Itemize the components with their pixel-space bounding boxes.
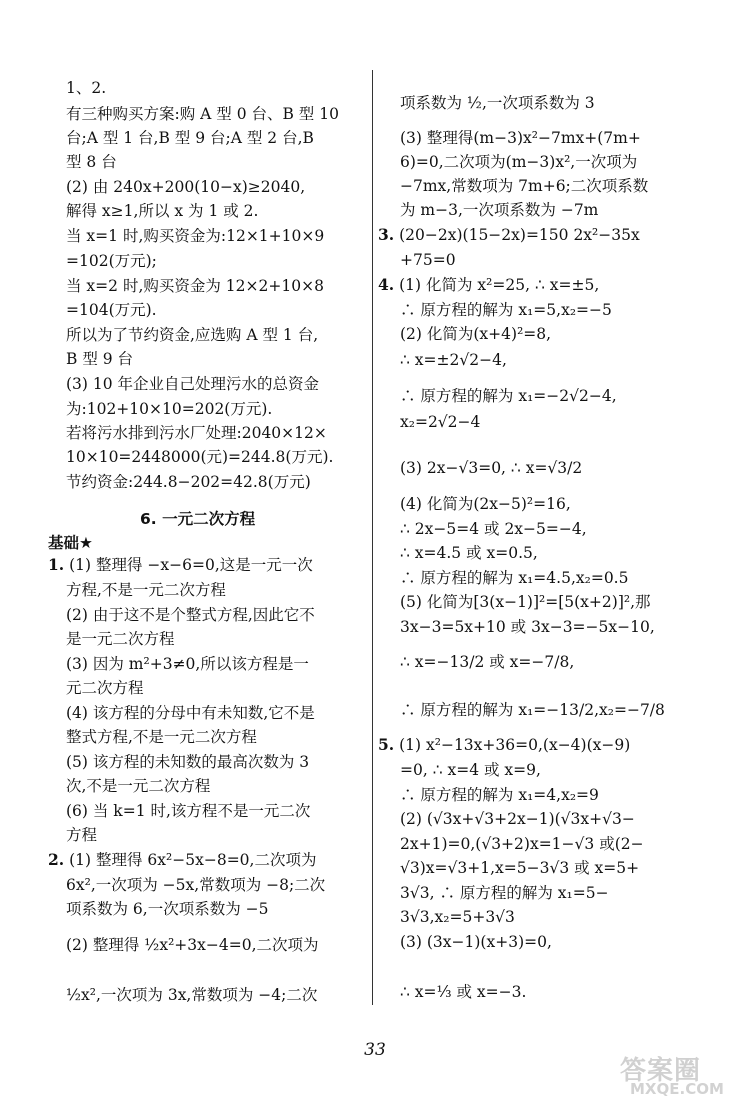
text-line [66,78,106,98]
line-text: (1) 化简为 x²=25, ∴ x=±5, [399,276,600,294]
line-text: 项系数为 ½,一次项系数为 3 [400,94,595,112]
watermark [620,1050,738,1100]
line-text: ∴ 原方程的解为 x₁=−13/2,x₂=−7/8 [400,701,665,719]
line-text: (3) 因为 m²+3≠0,所以该方程是一 [66,655,309,673]
line-text: +75=0 [400,251,456,269]
line-text: √3)x=√3+1,x=5−3√3 或 x=5+ [400,859,640,877]
text-line [400,176,648,196]
text-line [400,300,612,320]
column-divider [372,70,373,1005]
text-line [66,727,257,747]
text-line [66,251,157,271]
line-text: (5) 该方程的未知数的最高次数为 3 [66,753,310,771]
line-text: 3√3,x₂=5+3√3 [400,908,515,926]
line-text: ∴ 原方程的解为 x₁=5,x₂=−5 [400,301,612,319]
text-line [66,399,272,419]
text-line [400,809,635,829]
text-line [66,825,97,845]
line-text: 元二次方程 [66,679,144,697]
line-text: (3) (3x−1)(x+3)=0, [400,933,552,951]
line-text: 项系数为 6,一次项系数为 −5 [66,900,269,918]
text-line [48,850,316,870]
text-line [400,700,665,720]
line-text: 1、2. [66,79,107,97]
line-text: 节约资金:244.8−202=42.8(万元) [66,473,311,491]
line-text: (3) 10 年企业自己处理污水的总资金 [66,375,320,393]
line-text: 次,不是一元二次方程 [66,777,211,795]
text-line [400,858,639,878]
text-line [66,801,310,821]
line-text: ∴ x=4.5 或 x=0.5, [400,544,538,562]
text-line [66,276,324,296]
text-line [66,128,314,148]
text-line [400,519,587,539]
text-line [400,760,541,780]
line-text: (5) 化简为[3(x−1)]²=[5(x+2)]²,那 [400,593,651,611]
text-line [400,932,552,952]
text-line [66,349,133,369]
line-text: (2) (√3x+√3+2x−1)(√3x+√3− [400,810,635,828]
line-text: (1) x²−13x+36=0,(x−4)(x−9) [399,736,631,754]
line-text: 若将污水排到污水厂处理:2040×12× [66,424,327,442]
line-text: 有三种购买方案:购 A 型 0 台、B 型 10 [66,105,339,123]
line-text: 6x²,一次项为 −5x,常数项为 −8;二次 [66,876,326,894]
line-text: ∴ 原方程的解为 x₁=−2√2−4, [400,387,617,405]
line-text: ∴ x=−13/2 或 x=−7/8, [400,653,575,671]
line-text: 6)=0,二次项为(m−3)x²,一次项为 [400,153,638,171]
text-line [66,177,305,197]
text-line [400,412,480,432]
line-text: 是一元二次方程 [66,630,175,648]
watermark-url: MXQE.COM [630,1080,724,1098]
text-line [66,703,315,723]
text-line [66,605,315,625]
line-text: 方程,不是一元二次方程 [66,581,226,599]
question-number: 3. [378,225,395,244]
text-line [66,472,311,492]
text-line [66,580,226,600]
line-text: 方程 [66,826,98,844]
line-text: (2) 由 240x+200(10−x)≥2040, [66,178,306,196]
line-text: =102(万元); [66,252,157,270]
basic-label: 基础★ [48,534,93,552]
line-text: 整式方程,不是一元二次方程 [66,728,257,746]
text-line [66,629,175,649]
text-line [400,568,628,588]
text-line [66,201,258,221]
line-text: ∴ 2x−5=4 或 2x−5=−4, [400,520,587,538]
text-line [66,104,339,124]
text-line [400,907,515,927]
line-text: 2x+1)=0,(√3+2)x=1−√3 或(2− [400,835,644,853]
line-text: 型 8 台 [66,153,117,171]
line-text: 当 x=1 时,购买资金为:12×1+10×9 [66,227,325,245]
text-line [66,423,327,443]
text-line [66,875,325,895]
line-text: 3√3, ∴ 原方程的解为 x₁=5− [400,884,609,902]
text-line [400,93,595,113]
line-text: 为 m−3,一次项系数为 −7m [400,201,599,219]
line-text: (2) 化简为(x+4)²=8, [400,325,552,343]
section-title: 6. 一元二次方程 [140,510,256,528]
line-text: (2) 由于这不是个整式方程,因此它不 [66,606,315,624]
text-line [378,275,599,295]
question-number: 4. [378,275,395,294]
line-text: ∴ 原方程的解为 x₁=4.5,x₂=0.5 [400,569,629,587]
line-text: ½x²,一次项为 3x,常数项为 −4;二次 [66,986,318,1004]
line-text: =104(万元). [66,301,157,319]
line-text: −7mx,常数项为 7m+6;二次项系数 [400,177,649,195]
text-line [400,350,507,370]
text-line [400,494,571,514]
text-line [66,300,157,320]
line-text: (4) 化简为(2x−5)²=16, [400,495,571,513]
line-text: (4) 该方程的分母中有未知数,它不是 [66,704,315,722]
line-text: 解得 x≥1,所以 x 为 1 或 2. [66,202,259,220]
text-line [400,250,456,270]
text-line [66,678,144,698]
text-line [66,447,333,467]
text-line [48,555,313,575]
text-line [400,652,574,672]
line-text: x₂=2√2−4 [400,413,481,431]
line-text: 台;A 型 1 台,B 型 9 台;A 型 2 台,B [66,129,314,147]
text-line [400,785,599,805]
line-text: B 型 9 台 [66,350,134,368]
text-line [66,374,319,394]
text-line [400,982,526,1002]
text-line [400,128,641,148]
line-text: (6) 当 k=1 时,该方程不是一元二次 [66,802,311,820]
line-text: (3) 2x−√3=0, ∴ x=√3/2 [400,459,583,477]
text-line [400,592,651,612]
text-line [400,324,551,344]
text-line [400,458,582,478]
text-line [66,325,318,345]
text-line [66,752,309,772]
text-line [66,985,317,1005]
line-text: ∴ x=±2√2−4, [400,351,507,369]
text-line [400,834,644,854]
text-line [66,654,309,674]
line-text: (3) 整理得(m−3)x²−7mx+(7m+ [400,129,641,147]
watermark-logo: 答案圈 [620,1056,702,1086]
question-number: 5. [378,735,395,754]
page-number: 33 [364,1040,386,1060]
line-text: ∴ 原方程的解为 x₁=4,x₂=9 [400,786,599,804]
text-line [66,776,210,796]
line-text: =0, ∴ x=4 或 x=9, [400,761,541,779]
line-text: (20−2x)(15−2x)=150 2x²−35x [399,226,640,244]
text-line [378,735,630,755]
line-text: ∴ x=⅓ 或 x=−3. [400,983,527,1001]
text-line [66,152,117,172]
text-line [400,543,538,563]
text-line [400,152,637,172]
text-line [400,617,655,637]
text-line [400,386,617,406]
text-line [378,225,640,245]
line-text: 3x−3=5x+10 或 3x−3=−5x−10, [400,618,655,636]
line-text: 10×10=2448000(元)=244.8(万元). [66,448,334,466]
question-number: 2. [48,850,65,869]
line-text: 当 x=2 时,购买资金为 12×2+10×8 [66,277,324,295]
text-line [400,200,598,220]
line-text: 所以为了节约资金,应选购 A 型 1 台, [66,326,319,344]
text-line [66,935,319,955]
question-number: 1. [48,555,65,574]
text-line [66,899,269,919]
text-line [66,226,324,246]
line-text: (1) 整理得 −x−6=0,这是一元一次 [69,556,313,574]
line-text: (2) 整理得 ½x²+3x−4=0,二次项为 [66,936,319,954]
line-text: (1) 整理得 6x²−5x−8=0,二次项为 [69,851,317,869]
line-text: 为:102+10×10=202(万元). [66,400,273,418]
text-line [400,883,609,903]
